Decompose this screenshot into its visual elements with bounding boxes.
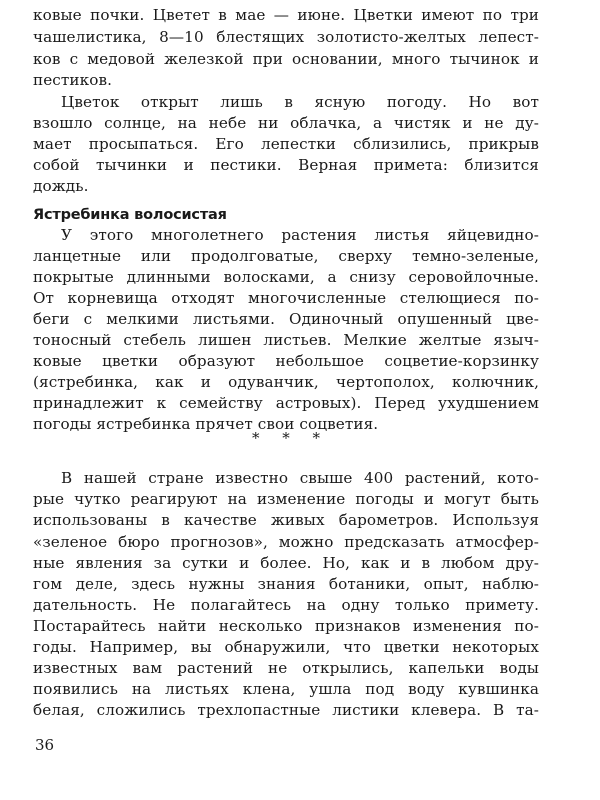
text-line: чашелистика, 8—10 блестящих золотисто-желтых лепест- — [33, 28, 539, 46]
text-line: ков с медовой железкой при основании, много тычинок и — [33, 50, 539, 68]
text-line: погоды ястребинка прячет свои соцветия. — [33, 415, 379, 433]
text-line: От корневища отходят многочисленные стелющиеся по- — [33, 289, 539, 307]
text-line: дождь. — [33, 177, 89, 195]
page-number: 36 — [35, 736, 55, 754]
text-line: ковые цветки образуют небольшое соцветие-корзинку — [33, 352, 539, 370]
text-line: годы. Например, вы обнаружили, что цветки некоторых — [33, 638, 539, 656]
text-line: собой тычинки и пестики. Верная примета: близится — [33, 156, 539, 174]
text-line: принадлежит к семейству астровых). Перед ухудшением — [33, 394, 539, 412]
text-line: «зеленое бюро прогнозов», можно предсказать атмосфер- — [33, 533, 539, 551]
text-line: (ястребинка, как и одуванчик, чертополох, колючник, — [33, 373, 539, 391]
text-line: покрытые длинными волосками, а снизу серовойлочные. — [33, 268, 539, 286]
text-line: взошло солнце, на небе ни облачка, а чистяк и не ду- — [33, 114, 539, 132]
section-heading: Ястребинка волосистая — [33, 207, 227, 223]
text-line: ланцетные или продолговатые, сверху темно-зеленые, — [33, 247, 539, 265]
text-line: появились на листьях клена, ушла под воду кувшинка — [33, 680, 539, 698]
text-line: дательность. Не полагайтесь на одну только примету. — [33, 596, 539, 614]
text-line: известных вам растений не открылись, капельки воды — [33, 659, 539, 677]
text-line: ковые почки. Цветет в мае — июне. Цветки имеют по три — [33, 6, 539, 24]
text-line: белая, сложились трехлопастные листики клевера. В та- — [33, 701, 539, 719]
text-line: тоносный стебель лишен листьев. Мелкие желтые языч- — [33, 331, 539, 349]
text-line: пестиков. — [33, 71, 113, 89]
text-line: Цветок открыт лишь в ясную погоду. Но вот — [61, 93, 539, 111]
text-line: рые чутко реагируют на изменение погоды и могут быть — [33, 490, 539, 508]
text-line: мает просыпаться. Его лепестки сблизились, прикрыв — [33, 135, 539, 153]
text-line: использованы в качестве живых барометров. Используя — [33, 511, 539, 529]
text-line: гом деле, здесь нужны знания ботаники, опыт, наблю- — [33, 575, 539, 593]
text-line: В нашей стране известно свыше 400 растений, кото- — [61, 469, 539, 487]
text-line: беги с мелкими листьями. Одиночный опушенный цве- — [33, 310, 539, 328]
text-line: Постарайтесь найти несколько признаков изменения по- — [33, 617, 539, 635]
section-separator: * * * — [251, 429, 321, 447]
text-line: У этого многолетнего растения листья яйцевидно- — [61, 226, 539, 244]
text-line: ные явления за сутки и более. Но, как и в любом дру- — [33, 554, 539, 572]
